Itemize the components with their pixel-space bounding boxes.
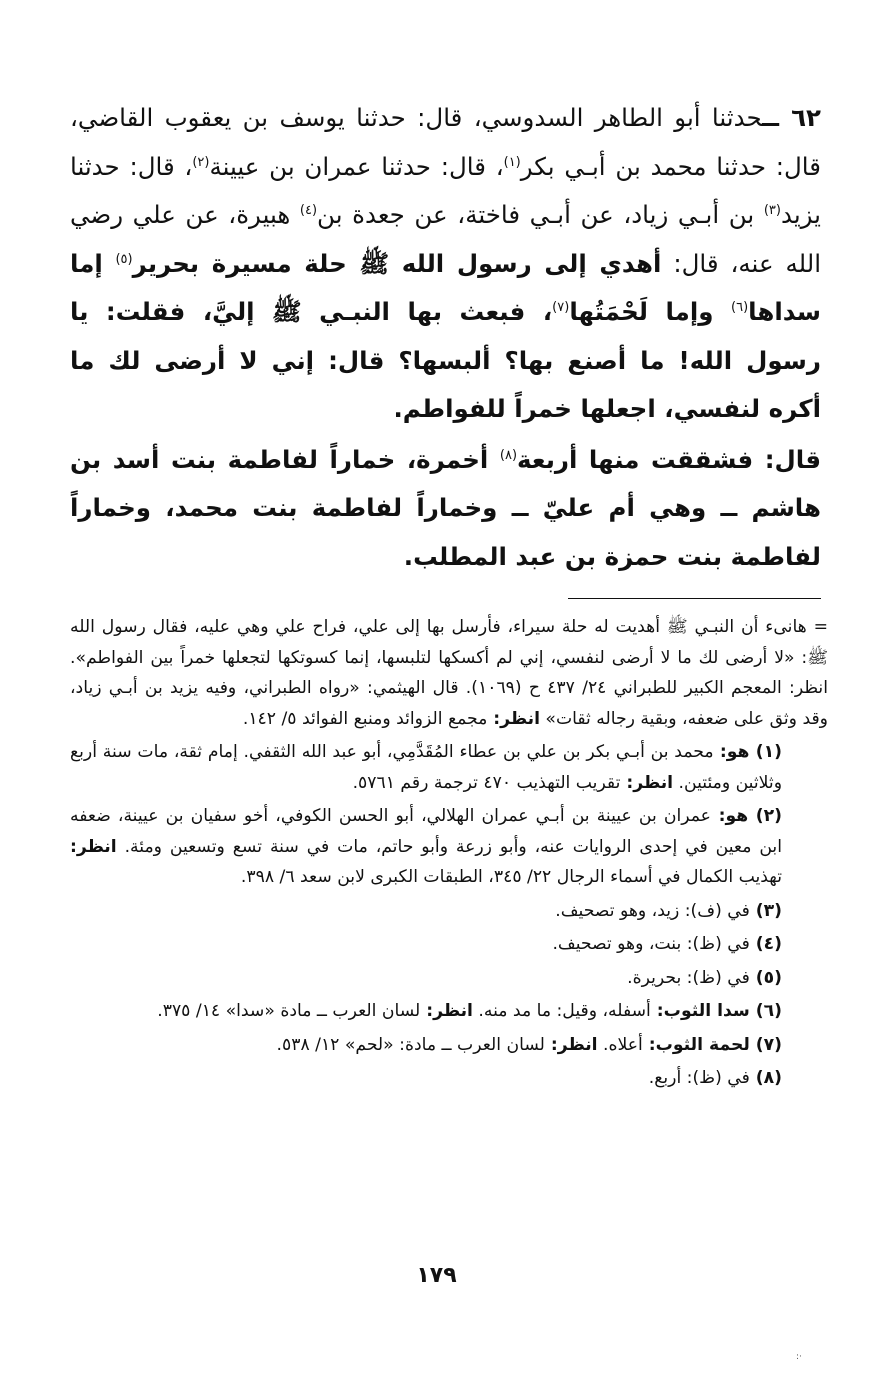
footnote-3 — [70, 896, 828, 927]
footnote-mark: (٦) سدا الثوب: — [650, 1001, 782, 1021]
footnote-mark: (٣) — [749, 900, 782, 921]
footnote-text: أعلاه. — [597, 1034, 643, 1055]
footnote-ref-8[interactable]: (٨) — [499, 447, 518, 463]
continuation-text-1: = هانىء أن النبـي ﷺ أهديت له حلة سيراء، فأرسل بها إلى علي، فراح علي وهي عليه، فقال رسول الله ﷺ: «لا أرضى لك ما لا أرضى لنفسي، إني لم أكسكها لتلبسها، إنما كسوتكها لتجعلها خمراً بين الفواطم». انظر: — [70, 617, 828, 698]
footnote-separator — [568, 598, 821, 599]
footnote-text: عمران بن عيينة بن أبـي عمران الهلالي، أبو الحسن الكوفي، أخو سفيان بن عيينة، ضعفه ابن معين في إحدى الروايات عنه، وأبو زرعة وأبو حاتم، مات في سنة تسع وتسعين ومئة. — [70, 806, 782, 857]
page-number: ١٧٩ — [416, 1263, 457, 1288]
continuation-lead: انظر: — [487, 708, 540, 729]
footnote-ref-5[interactable]: (٥) — [115, 251, 133, 267]
footnote-mark: (٧) لحمة الثوب: — [642, 1034, 782, 1055]
matn-text-2: إما سداها — [70, 248, 821, 326]
footnote-2 — [70, 801, 828, 893]
footnote-4 — [70, 929, 828, 960]
footnote-mark: (١) هو: — [713, 742, 783, 762]
footnote-lead: انظر: — [420, 1001, 473, 1021]
footnote-ref: لسان العرب ــ مادة «سدا» ١٤/ ٣٧٥. — [157, 1001, 421, 1021]
footnote-continuation — [70, 612, 828, 734]
footnote-text: أسفله، وقيل: ما مد منه. — [472, 1001, 651, 1021]
hadith-paragraph-2 — [70, 436, 821, 582]
footnotes — [70, 612, 828, 1094]
footnote-lead: انظر: — [620, 772, 674, 793]
footnote-ref-2[interactable]: (٢) — [192, 154, 210, 170]
chain-text-4: بن أبـي زياد، عن أبـي فاختة، عن جعدة بن — [317, 200, 764, 229]
footnote-1 — [70, 737, 828, 798]
footnote-ref: تقريب التهذيب ٤٧٠ ترجمة رقم ٥٧٦١. — [352, 772, 621, 793]
footnote-mark: (٢) هو: — [710, 806, 783, 826]
footnote-mark: (٥) — [749, 967, 782, 988]
hadith-number: ٦٢ — [791, 103, 822, 132]
matn-text-1: أهدي إلى رسول الله ﷺ حلة مسيرة بحرير — [132, 248, 662, 278]
footnote-ref: لسان العرب ــ مادة: «لحم» ١٢/ ٥٣٨. — [276, 1034, 545, 1055]
chain-text-1: حدثنا أبو الطاهر السدوسي، قال: حدثنا يوسف بن يعقوب القاضي، قال: حدثنا محمد بن أبـي بكر — [70, 103, 821, 181]
chain-text-5: هبيرة، عن علي رضي الله عنه، قال: — [70, 200, 822, 278]
footnote-text: محمد بن أبـي بكر بن علي بن عطاء المُقَدَّمِي، أبو عبد الله الثقفي. إمام ثقة، مات سنة أربع وثلاثين ومئتين. — [70, 742, 782, 793]
chain-text-3: ، قال: حدثنا يزيد — [70, 151, 822, 229]
footnote-lead: انظر: — [70, 836, 117, 857]
footnote-8 — [70, 1063, 828, 1094]
footnote-mark: (٨) — [749, 1068, 782, 1088]
footnote-ref-3[interactable]: (٣) — [763, 202, 781, 218]
hadith-paragraph-1 — [70, 94, 821, 434]
matn-text-4: ، فبعث بها النبـي ﷺ إليَّ، فقلت: يا رسول الله! ما أصنع بها؟ ألبسها؟ قال: إني لا أرضى لك ما أكره لنفسي، اجعلها خمراً للفواطم. — [70, 297, 821, 423]
footnote-lead: انظر: — [544, 1034, 598, 1055]
continuation-ref-2: مجمع الزوائد ومنبع الفوائد ٥/ ١٤٢. — [242, 708, 488, 729]
footnote-6 — [70, 996, 828, 1027]
footnote-5 — [70, 963, 828, 994]
matn-text-3: وإما لَحْمَتُها — [569, 297, 731, 326]
footnote-7 — [70, 1030, 828, 1061]
footnote-text: في (ظ): بنت، وهو تصحيف. — [552, 934, 750, 954]
footnote-mark: (٤) — [749, 934, 782, 954]
footnote-ref: تهذيب الكمال في أسماء الرجال ٢٢/ ٣٤٥، الطبقات الكبرى لابن سعد ٦/ ٣٩٨. — [240, 867, 782, 887]
footnote-text: في (ف): زيد، وهو تصحيف. — [555, 900, 750, 921]
matn-text-6: أخمرة، خماراً لفاطمة بنت أسد بن هاشم ــ وهي أم عليّ ــ وخماراً لفاطمة بنت محمد، وخماراً لفاطمة بنت حمزة بن عبد المطلب. — [70, 444, 821, 571]
hadith-dash: ــ — [762, 103, 792, 132]
footnote-ref-7[interactable]: (٧) — [552, 299, 570, 315]
matn-text-5: قال: فشققت منها أربعة — [517, 444, 822, 474]
scan-speck: ·: — [796, 1352, 802, 1362]
footnote-text: في (ظ): بحريرة. — [627, 967, 750, 988]
main-text — [70, 94, 821, 581]
chain-text-2: ، قال: حدثنا عمران بن عيينة — [209, 151, 504, 181]
footnote-ref-6[interactable]: (٦) — [731, 299, 749, 315]
continuation-ref-1: المعجم الكبير للطبراني ٢٤/ ٤٣٧ ح (١٠٦٩). قال الهيثمي: «رواه الطبراني، وفيه يزيد بن أبـي زياد، وقد وثق على ضعفه، وبقية رجاله ثقات» — [70, 678, 828, 729]
footnote-ref-1[interactable]: (١) — [503, 154, 521, 170]
footnote-text: في (ظ): أربع. — [648, 1068, 750, 1088]
footnote-ref-4[interactable]: (٤) — [299, 202, 318, 218]
